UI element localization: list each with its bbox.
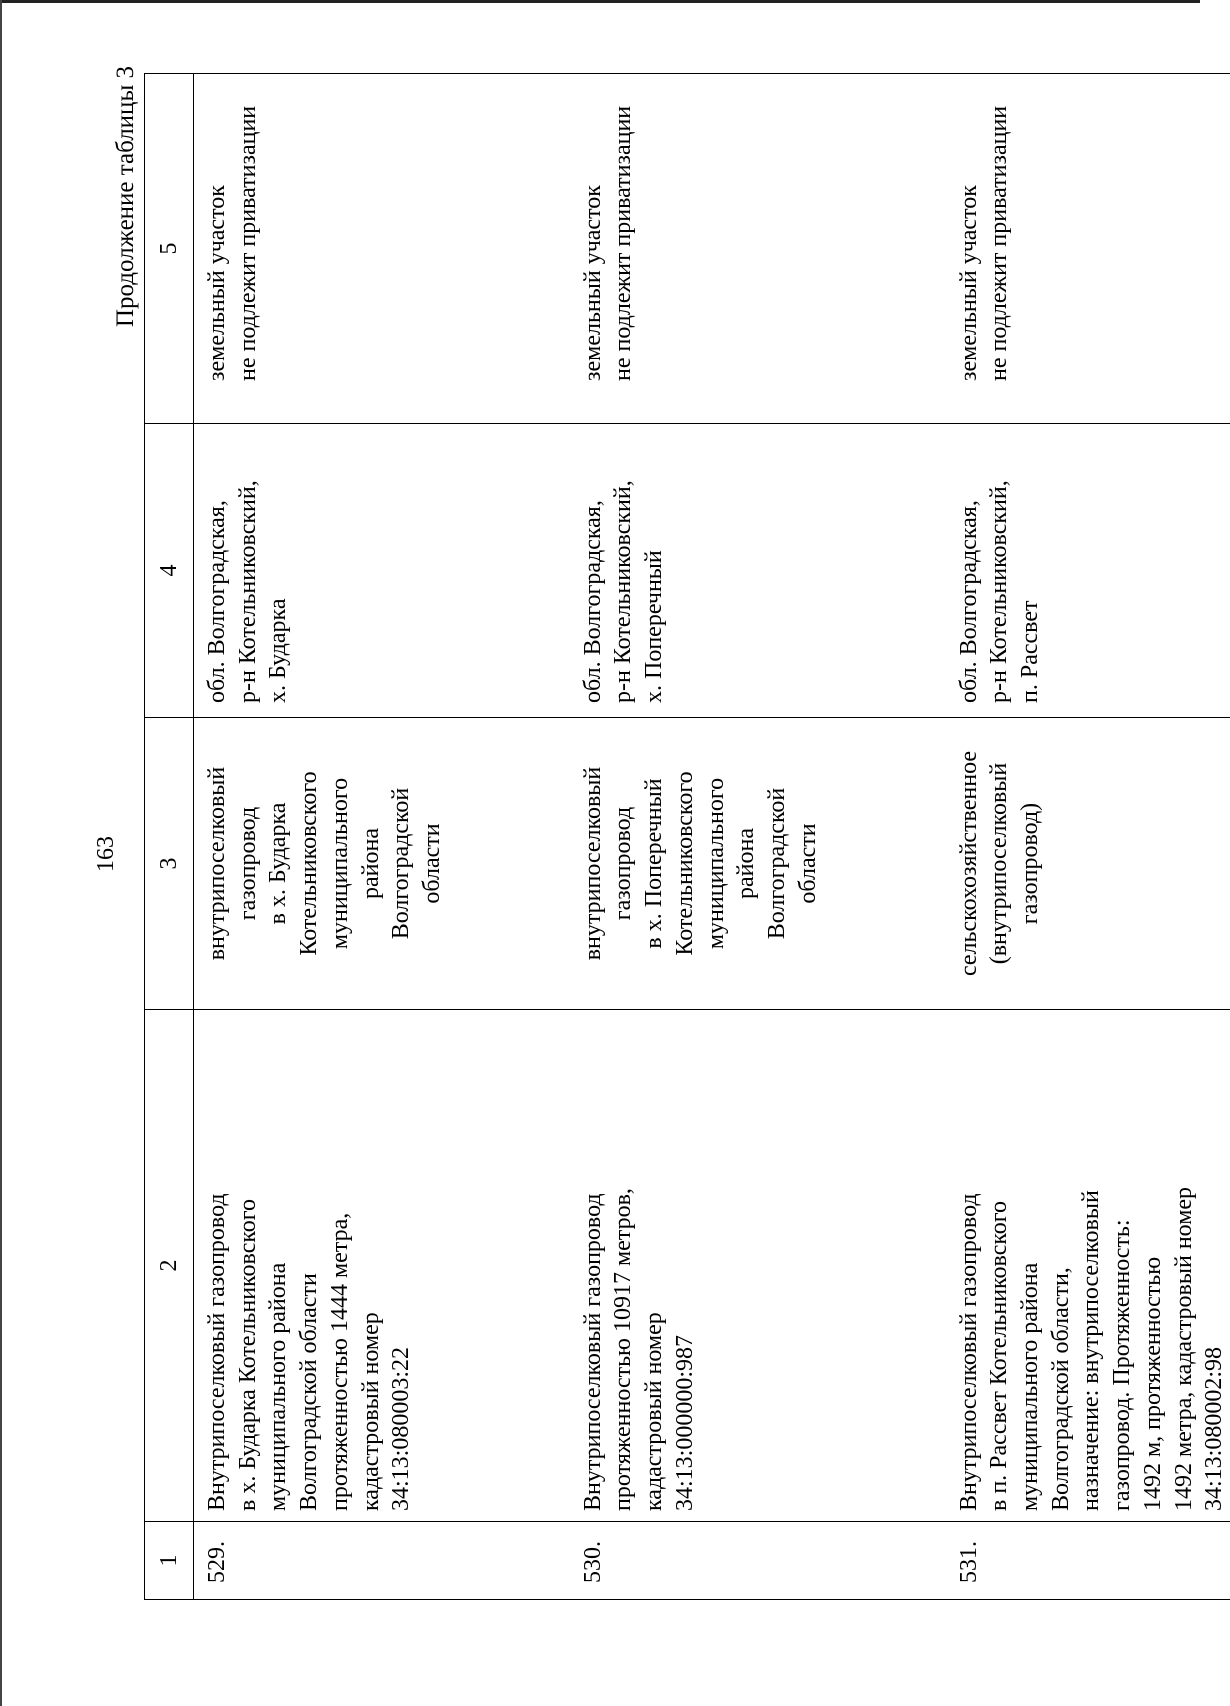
cell-purpose-line: газопровод) <box>1016 802 1043 925</box>
cell-object-line: муниципального района <box>1016 1262 1043 1511</box>
cell-purpose-line: внутрипоселковый <box>204 766 230 961</box>
cell-location-line: х. Бударка <box>265 598 292 703</box>
cell-purpose-line: в х. Бударка <box>265 802 292 925</box>
cell-note-line: земельный участок <box>955 185 982 381</box>
spacer-cell <box>448 74 570 424</box>
cell-number <box>946 1522 1230 1600</box>
cell-object-line: в х. Бударка Котельниковского <box>234 1198 261 1511</box>
cell-purpose-line: Котельниковского <box>296 771 323 956</box>
cell-object-line: Внутрипоселковый газопровод <box>204 1193 230 1511</box>
cell-purpose-line: сельскохозяйственное <box>955 750 982 977</box>
cell-location-line: обл. Волгоградская, <box>579 500 606 703</box>
cell-object-line: Волгоградской области <box>296 1273 323 1511</box>
cell-purpose-line: муниципального <box>702 777 729 950</box>
spacer-cell <box>824 1522 946 1600</box>
cell-purpose-line: в х. Поперечный <box>641 778 668 949</box>
cell-note <box>194 74 448 424</box>
row-spacer <box>824 74 946 1600</box>
cell-location <box>194 424 448 718</box>
cell-object-line: протяженностью 1444 метра, <box>326 1212 353 1511</box>
cell-purpose-line: газопровод <box>610 806 637 921</box>
table-continuation-caption: Продолжение таблицы 3 <box>112 66 139 328</box>
cell-object <box>570 1010 824 1522</box>
spacer-cell <box>448 718 570 1010</box>
column-header-4: 4 <box>145 424 194 718</box>
cell-purpose-line: района <box>733 828 760 899</box>
cell-purpose-line: Котельниковского <box>671 771 698 956</box>
column-header-1: 1 <box>145 1522 194 1600</box>
cell-location <box>570 424 824 718</box>
cell-location-line: р-н Котельниковский, <box>610 480 637 703</box>
cell-location-line: обл. Волгоградская, <box>204 500 230 703</box>
cell-purpose-line: газопровод <box>234 806 261 921</box>
row-number: 530. <box>579 1541 606 1583</box>
cell-object-line: 1492 м, протяженностью <box>1139 1256 1166 1511</box>
cell-note-line: земельный участок <box>579 185 606 381</box>
cell-object-line: Внутрипоселковый газопровод <box>579 1193 606 1511</box>
cell-note <box>946 74 1230 424</box>
cell-purpose <box>570 718 824 1010</box>
cell-object-line: 34:13:000000:987 <box>671 1334 698 1511</box>
spacer-cell <box>448 1010 570 1522</box>
cell-location-line: обл. Волгоградская, <box>955 500 982 703</box>
cell-note-line: не подлежит приватизации <box>610 105 637 381</box>
table-row <box>570 74 824 1600</box>
cell-purpose-line: района <box>357 828 384 899</box>
cell-purpose <box>946 718 1230 1010</box>
cell-object-line: 34:13:080002:98 <box>1201 1346 1228 1511</box>
cell-location-line: п. Рассвет <box>1016 600 1043 703</box>
property-table <box>144 74 1230 1600</box>
cell-object <box>194 1010 448 1522</box>
cell-note-line: не подлежит приватизации <box>986 105 1013 381</box>
cell-number <box>194 1522 448 1600</box>
cell-object-line: 1492 метра, кадастровый номер <box>1170 1186 1197 1511</box>
cell-purpose-line: (внутрипоселковый <box>986 762 1013 965</box>
cell-object-line: 34:13:080003:22 <box>388 1346 415 1511</box>
spacer-cell <box>448 1522 570 1600</box>
row-spacer <box>448 74 570 1600</box>
cell-note-line: земельный участок <box>204 185 230 381</box>
cell-purpose-line: Волгоградской <box>388 787 415 940</box>
cell-purpose-line: Волгоградской <box>764 787 791 940</box>
cell-location <box>946 424 1230 718</box>
row-number: 529. <box>204 1541 230 1583</box>
cell-purpose-line: внутрипоселковый <box>579 766 606 961</box>
spacer-cell <box>448 424 570 718</box>
column-header-3: 3 <box>145 718 194 1010</box>
cell-object-line: кадастровый номер <box>357 1312 384 1511</box>
table-header-row <box>145 74 194 1600</box>
cell-purpose-line: области <box>419 823 446 904</box>
cell-object-line: кадастровый номер <box>641 1312 668 1511</box>
cell-purpose <box>194 718 448 1010</box>
cell-object-line: муниципального района <box>265 1262 292 1511</box>
spacer-cell <box>824 1010 946 1522</box>
cell-location-line: р-н Котельниковский, <box>234 480 261 703</box>
spacer-cell <box>824 74 946 424</box>
cell-location-line: х. Поперечный <box>641 550 668 703</box>
cell-note-line: не подлежит приватизации <box>234 105 261 381</box>
cell-purpose-line: области <box>794 823 821 904</box>
cell-object-line: протяженностью 10917 метров, <box>610 1188 637 1511</box>
cell-object-line: назначение: внутрипоселковый <box>1078 1190 1105 1511</box>
cell-object-line: Волгоградской области, <box>1047 1267 1074 1511</box>
table-row <box>194 74 448 1600</box>
cell-location-line: р-н Котельниковский, <box>986 480 1013 703</box>
cell-object <box>946 1010 1230 1522</box>
column-header-2: 2 <box>145 1010 194 1522</box>
cell-purpose-line: муниципального <box>326 777 353 950</box>
cell-object-line: газопровод. Протяженность: <box>1109 1219 1136 1511</box>
cell-note <box>570 74 824 424</box>
spacer-cell <box>824 718 946 1010</box>
cell-object-line: в п. Рассвет Котельниковского <box>986 1200 1013 1511</box>
column-header-5: 5 <box>145 74 194 424</box>
spacer-cell <box>824 424 946 718</box>
table-row <box>946 74 1230 1600</box>
cell-number <box>570 1522 824 1600</box>
page-number: 163 <box>93 836 119 872</box>
row-number: 531. <box>955 1541 982 1583</box>
cell-object-line: Внутрипоселковый газопровод <box>955 1193 982 1511</box>
